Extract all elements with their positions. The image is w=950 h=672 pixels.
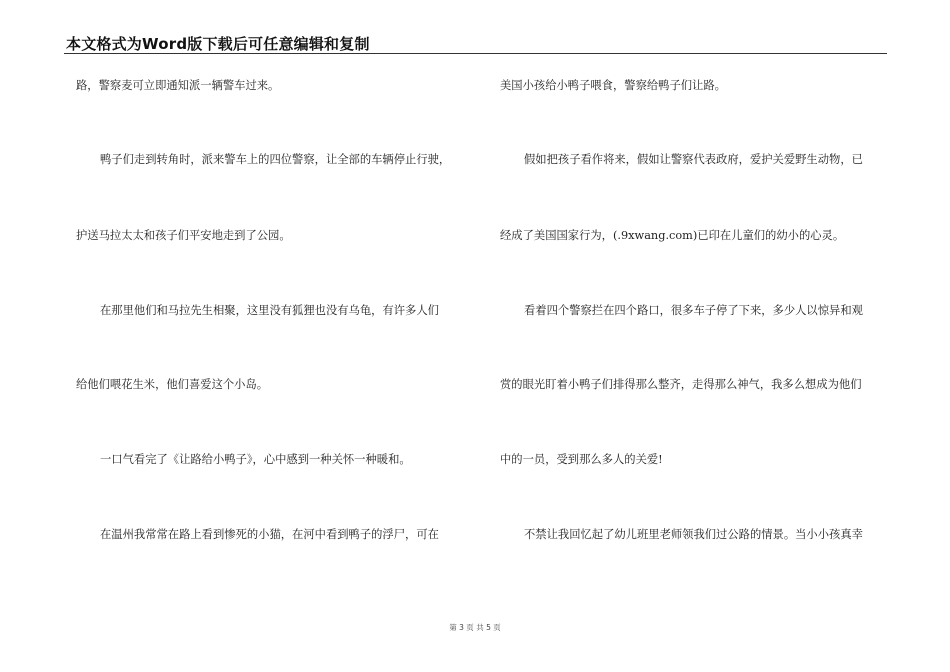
right-line-4: 看着四个警察拦在四个路口，很多车子停了下来，多少人以惊异和观 <box>524 304 863 317</box>
right-line-3: 经成了美国国家行为，(.9xwang.com)已印在儿童们的幼小的心灵。 <box>500 229 845 242</box>
header-divider <box>64 53 887 54</box>
left-line-3: 护送马拉太太和孩子们平安地走到了公园。 <box>76 229 291 242</box>
right-line-6: 中的一员，受到那么多人的关爱! <box>500 453 663 466</box>
right-line-5: 赏的眼光盯着小鸭子们排得那么整齐，走得那么神气，我多么想成为他们 <box>500 378 862 391</box>
page-number: 第 3 页 共 5 页 <box>449 623 501 632</box>
left-line-2: 鸭子们走到转角时，派来警车上的四位警察，让全部的车辆停止行驶， <box>100 153 451 166</box>
right-line-2: 假如把孩子看作将来，假如让警察代表政府，爱护关爱野生动物，已 <box>524 153 863 166</box>
left-line-7: 在温州我常常在路上看到惨死的小猫，在河中看到鸭子的浮尸，可在 <box>100 528 439 541</box>
left-line-4: 在那里他们和马拉先生相聚，这里没有狐狸也没有乌龟，有许多人们 <box>100 304 439 317</box>
document-header-title: 本文格式为Word版下载后可任意编辑和复制 <box>66 35 370 53</box>
right-line-1: 美国小孩给小鸭子喂食，警察给鸭子们让路。 <box>500 79 726 92</box>
left-line-6: 一口气看完了《让路给小鸭子》，心中感到一种关怀一种暖和。 <box>100 453 411 466</box>
left-line-1: 路，警察麦可立即通知派一辆警车过来。 <box>76 79 280 92</box>
right-line-7: 不禁让我回忆起了幼儿班里老师领我们过公路的情景。当小小孩真幸 <box>524 528 863 541</box>
left-line-5: 给他们喂花生米，他们喜爱这个小岛。 <box>76 378 269 391</box>
